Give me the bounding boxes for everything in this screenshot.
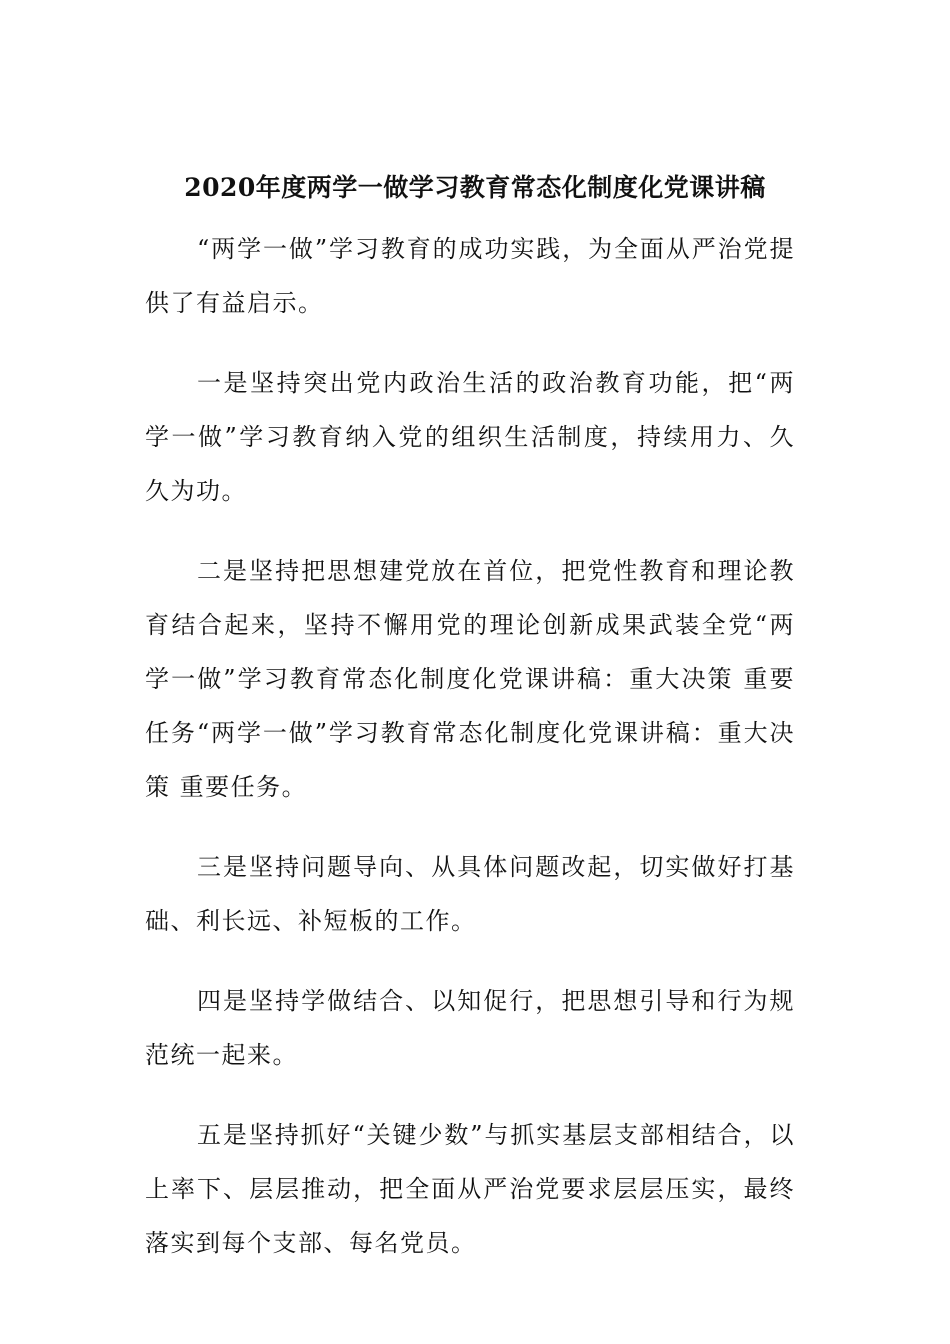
paragraph: 四是坚持学做结合、以知促行，把思想引导和行为规范统一起来。 [145,987,795,1069]
paragraph: 二是坚持把思想建党放在首位，把党性教育和理论教育结合起来，坚持不懈用党的理论创新成果武装全党“两学一做”学习教育常态化制度化党课讲稿：重大决策 重要任务“两学一做”学习教育常态化制度化党课讲稿：重大决策 重要任务。 [145,557,795,801]
paragraph: “两学一做”学习教育的成功实践，为全面从严治党提供了有益启示。 [145,235,795,317]
document-title: 2020年度两学一做学习教育常态化制度化党课讲稿 [184,173,766,202]
paragraph: 五是坚持抓好“关键少数”与抓实基层支部相结合，以上率下、层层推动，把全面从严治党要求层层压实，最终落实到每个支部、每名党员。 [145,1121,795,1257]
paragraph: 三是坚持问题导向、从具体问题改起，切实做好打基础、利长远、补短板的工作。 [145,853,795,935]
paragraph: 一是坚持突出党内政治生活的政治教育功能，把“两学一做”学习教育纳入党的组织生活制度，持续用力、久久为功。 [145,369,795,505]
document-body [145,222,795,1296]
